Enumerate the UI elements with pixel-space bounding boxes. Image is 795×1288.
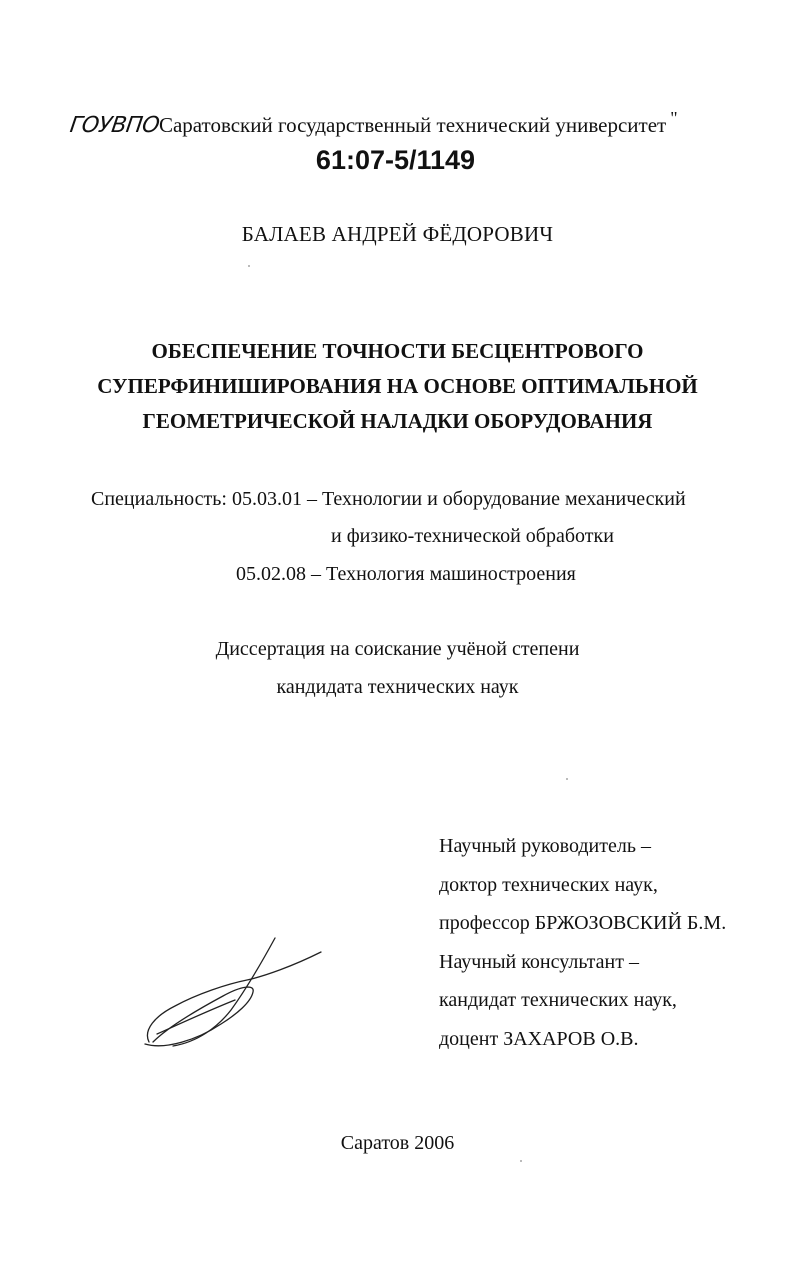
author-name: БАЛАЕВ АНДРЕЙ ФЁДОРОВИЧ (241, 222, 554, 246)
advisor-line: доцент ЗАХАРОВ О.В. (439, 1027, 639, 1050)
advisor-line: профессор БРЖОЗОВСКИЙ Б.М. (439, 912, 727, 934)
advisor-line: кандидат технических наук, (439, 989, 677, 1011)
specialty-line-3: 05.02.08 – Технология машиностроения (236, 563, 576, 585)
title-line: СУПЕРФИНИШИРОВАНИЯ НА ОСНОВЕ ОПТИМАЛЬНОЙ (97, 374, 698, 398)
city-year: Саратов 2006 (340, 1132, 455, 1154)
university-name: Саратовский государственный технический университет (158, 113, 667, 137)
advisor-line: Научный руководитель – (439, 835, 651, 857)
university-header (70, 108, 678, 138)
handwritten-prefix: ГОУВПО (68, 113, 161, 138)
title-line: ГЕОМЕТРИЧЕСКОЙ НАЛАДКИ ОБОРУДОВАНИЯ (142, 409, 653, 433)
title-line: ОБЕСПЕЧЕНИЕ ТОЧНОСТИ БЕСЦЕНТРОВОГО (151, 339, 644, 363)
closing-quote: " (670, 108, 678, 128)
advisor-line: Научный консультант – (439, 950, 639, 973)
scan-speck (248, 265, 250, 267)
scan-speck (520, 1160, 522, 1162)
specialty-line-1: Специальность: 05.03.01 – Технологии и оборудование механический (91, 488, 686, 510)
degree-line-1: Диссертация на соискание учёной степени (215, 638, 580, 660)
catalog-code: 61:07-5/1149 (315, 145, 476, 175)
advisor-line: доктор технических наук, (439, 873, 658, 896)
handwritten-signature (135, 930, 330, 1055)
degree-line-2: кандидата технических наук (276, 676, 519, 698)
scan-speck (566, 778, 568, 780)
dissertation-title (0, 334, 795, 439)
specialty-line-2: и физико-технической обработки (331, 525, 614, 547)
advisors-block (439, 827, 726, 1058)
